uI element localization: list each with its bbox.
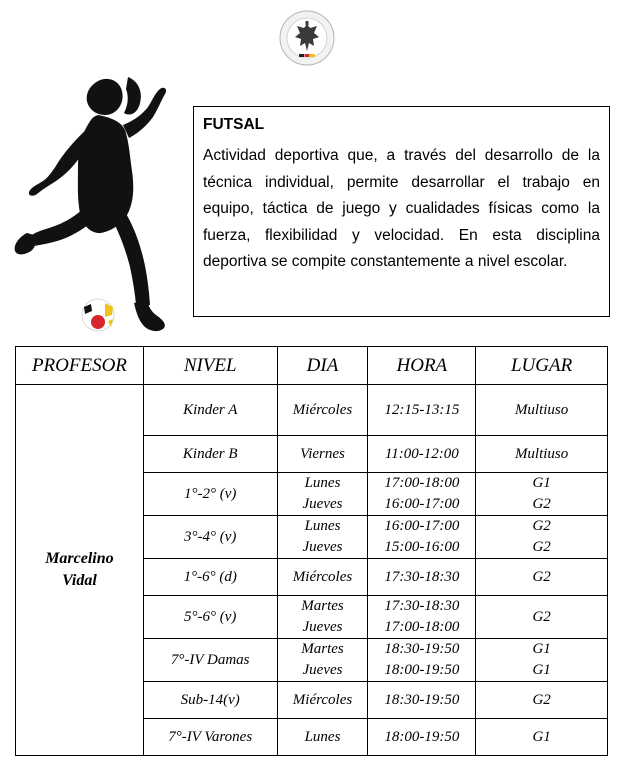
lugar-cell: G2 bbox=[476, 682, 608, 719]
lugar-cell: G2 bbox=[476, 559, 608, 596]
table-row bbox=[16, 385, 608, 436]
dia-cell: Miércoles bbox=[277, 559, 368, 596]
nivel-cell: 7°-IV Damas bbox=[143, 639, 277, 682]
hora-cell: 18:30-19:50 18:00-19:50 bbox=[368, 639, 476, 682]
dia-cell: Lunes Jueves bbox=[277, 516, 368, 559]
sport-title: FUTSAL bbox=[203, 116, 265, 133]
lugar-cell: G2 bbox=[476, 596, 608, 639]
teacher-name: Marcelino Vidal bbox=[16, 385, 144, 756]
lugar-cell: G1 bbox=[476, 719, 608, 756]
nivel-cell: 3°-4° (v) bbox=[143, 516, 277, 559]
header-dia: DIA bbox=[277, 347, 368, 385]
soccer-ball-icon bbox=[82, 299, 114, 331]
dia-cell: Martes Jueves bbox=[277, 596, 368, 639]
hora-cell: 11:00-12:00 bbox=[368, 436, 476, 473]
dia-cell: Miércoles bbox=[277, 385, 368, 436]
school-crest-logo bbox=[279, 10, 335, 66]
sport-description: Actividad deportiva que, a través del desarrollo de la técnica individual, permite desarrollar el trabajo en equipo, táctica de juego y cualidades físicas como la fuerza, flexibilidad y velocidad. En esta disciplina deportiva se compite constantemente a nivel escolar. bbox=[203, 147, 600, 271]
header-profesor: PROFESOR bbox=[16, 347, 144, 385]
header-hora: HORA bbox=[368, 347, 476, 385]
futsal-schedule-table bbox=[15, 346, 608, 756]
lugar-cell: Multiuso bbox=[476, 436, 608, 473]
nivel-cell: Kinder A bbox=[143, 385, 277, 436]
lugar-cell: Multiuso bbox=[476, 385, 608, 436]
hora-cell: 17:30-18:30 17:00-18:00 bbox=[368, 596, 476, 639]
lugar-cell: G1 G1 bbox=[476, 639, 608, 682]
dia-cell: Lunes bbox=[277, 719, 368, 756]
dia-cell: Miércoles bbox=[277, 682, 368, 719]
lugar-cell: G1 G2 bbox=[476, 473, 608, 516]
header-nivel: NIVEL bbox=[143, 347, 277, 385]
nivel-cell: 7°-IV Varones bbox=[143, 719, 277, 756]
nivel-cell: 1°-2° (v) bbox=[143, 473, 277, 516]
hora-cell: 18:30-19:50 bbox=[368, 682, 476, 719]
nivel-cell: 1°-6° (d) bbox=[143, 559, 277, 596]
nivel-cell: Kinder B bbox=[143, 436, 277, 473]
hora-cell: 17:30-18:30 bbox=[368, 559, 476, 596]
hora-cell: 18:00-19:50 bbox=[368, 719, 476, 756]
hora-cell: 12:15-13:15 bbox=[368, 385, 476, 436]
hora-cell: 17:00-18:00 16:00-17:00 bbox=[368, 473, 476, 516]
dia-cell: Martes Jueves bbox=[277, 639, 368, 682]
header-lugar: LUGAR bbox=[476, 347, 608, 385]
hora-cell: 16:00-17:00 15:00-16:00 bbox=[368, 516, 476, 559]
nivel-cell: Sub-14(v) bbox=[143, 682, 277, 719]
dia-cell: Lunes Jueves bbox=[277, 473, 368, 516]
soccer-player-silhouette-image bbox=[12, 75, 177, 337]
nivel-cell: 5°-6° (v) bbox=[143, 596, 277, 639]
futsal-description-box bbox=[193, 106, 610, 317]
lugar-cell: G2 G2 bbox=[476, 516, 608, 559]
dia-cell: Viernes bbox=[277, 436, 368, 473]
table-header-row bbox=[16, 347, 608, 385]
